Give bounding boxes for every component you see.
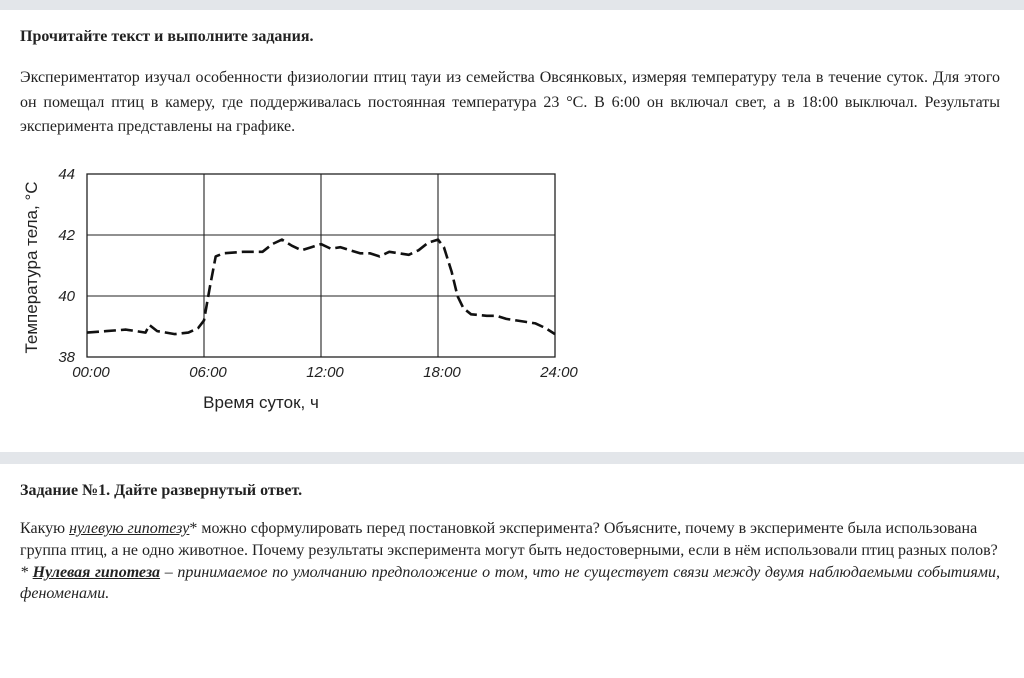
intro-paragraph: Экспериментатор изучал особенности физиологии птиц тауи из семейства Овсянковых, измеряя температуру тела в течение суток. Для этого он помещал птиц в камеру, где поддерживалась постоянная температура 23 °С. В 6:00 он включал свет, а в 18:00 выключал. Результаты эксперимента представлены на графике.	[20, 69, 1000, 135]
task-intro-section	[20, 26, 1000, 140]
footnote-star: *	[20, 564, 33, 581]
question-text-start: Какую	[20, 520, 70, 537]
x-tick-labels	[72, 364, 578, 381]
footnote-definition: – принимаемое по умолчанию предположение о том, что не существует связи между двумя наблюдаемыми событиями, феноменами.	[20, 564, 1001, 602]
x-tick-label: 06:00	[189, 364, 227, 381]
x-tick-label: 00:00	[72, 364, 110, 381]
task1-heading: Задание №1. Дайте развернутый ответ.	[20, 482, 303, 499]
y-tick-labels	[58, 166, 75, 366]
task1-question-line2: группа птиц, а не одно животное. Почему результаты эксперимента могут быть недостоверными, если в нём использовали птиц разных полов?	[20, 542, 998, 559]
x-axis-label: Время суток, ч	[203, 393, 319, 412]
y-tick-label: 38	[58, 349, 75, 366]
footnote	[20, 562, 1000, 604]
intro-heading: Прочитайте текст и выполните задания.	[20, 28, 314, 45]
y-tick-label: 40	[58, 288, 75, 305]
task1-question	[20, 518, 1000, 562]
y-axis-label: Температура тела, °С	[22, 181, 41, 354]
task1-question-line1	[20, 518, 1000, 540]
body-temperature-chart	[0, 150, 600, 420]
x-tick-label: 18:00	[423, 364, 461, 381]
task1-section	[20, 480, 1000, 604]
section-divider-band	[0, 452, 1024, 464]
top-divider-band	[0, 0, 1024, 10]
question-text-rest: * можно сформулировать перед постановкой эксперимента? Объясните, почему в эксперименте была использована	[189, 520, 978, 537]
x-tick-label: 12:00	[306, 364, 344, 381]
footnote-term: Нулевая гипотеза	[32, 564, 161, 581]
x-tick-label: 24:00	[540, 364, 578, 381]
y-tick-label: 42	[58, 227, 75, 244]
null-hypothesis-term: нулевую гипотезу	[69, 520, 190, 537]
y-tick-label: 44	[58, 166, 75, 183]
